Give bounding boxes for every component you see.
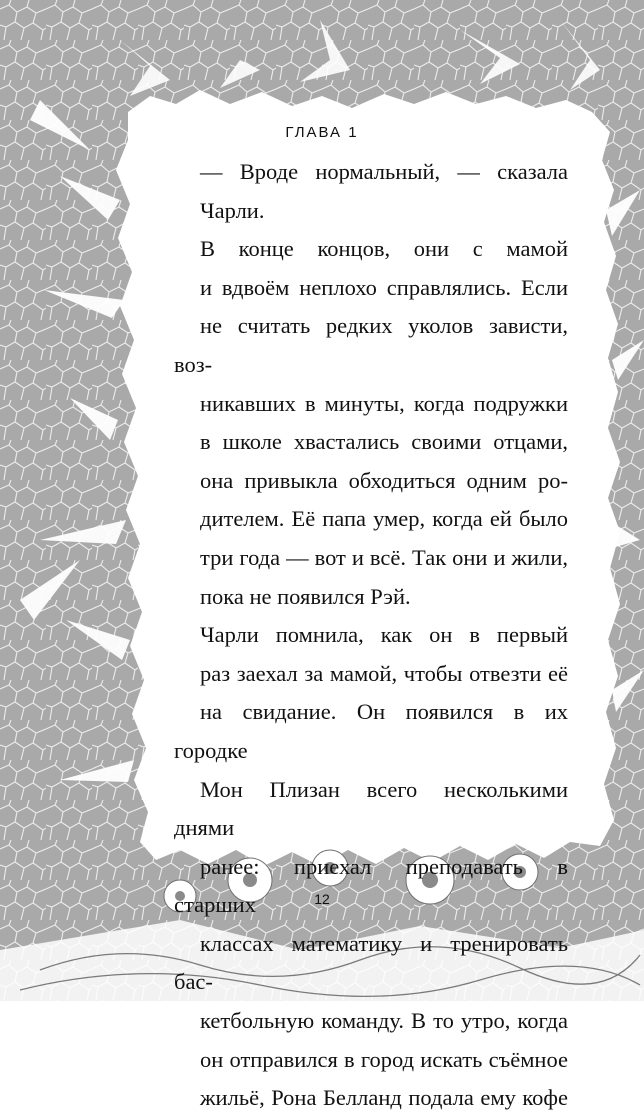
text-line: он отправился в город искать съёмное xyxy=(200,1046,568,1072)
text-line: классах математику и тренировать бас- xyxy=(174,930,568,995)
text-line: кетбольную команду. В то утро, когда xyxy=(200,1008,568,1034)
paragraph-3 xyxy=(174,616,568,1118)
text-line: Мон Плизан всего несколькими днями xyxy=(174,776,568,841)
text-line: раз заехал за мамой, чтобы отвезти её xyxy=(200,660,568,686)
text-line: Чарли помнила, как он в первый xyxy=(200,622,568,648)
text-line: она привыкла обходиться одним ро- xyxy=(200,467,568,493)
text-line: никавших в минуты, когда подружки xyxy=(200,390,568,416)
text-line: в школе хвастались своими отцами, xyxy=(200,429,568,455)
text-line: В конце концов, они с мамой xyxy=(200,236,568,262)
text-line: не считать редких уколов зависти, воз- xyxy=(174,313,568,377)
page-number: 12 xyxy=(314,891,330,907)
body-text xyxy=(174,153,568,1118)
paragraph-2 xyxy=(174,230,568,616)
text-line: пока не появился Рэй. xyxy=(200,583,411,609)
text-line: и вдвоём неплохо справлялись. Если xyxy=(200,274,568,300)
chapter-header: ГЛАВА 1 xyxy=(285,124,359,141)
paragraph-1 xyxy=(174,153,568,230)
text-line: ранее: приехал преподавать в старших xyxy=(174,853,568,918)
text-line: жильё, Рона Белланд подала ему кофе xyxy=(200,1085,568,1111)
text-line: Чарли. xyxy=(200,197,265,223)
text-line: три года — вот и всё. Так они и жили, xyxy=(200,544,568,570)
text-line: дителем. Её папа умер, когда ей было xyxy=(200,506,568,532)
text-line: — Вроде нормальный, — сказала xyxy=(200,159,568,184)
text-line: на свидание. Он появился в их городке xyxy=(174,699,568,763)
